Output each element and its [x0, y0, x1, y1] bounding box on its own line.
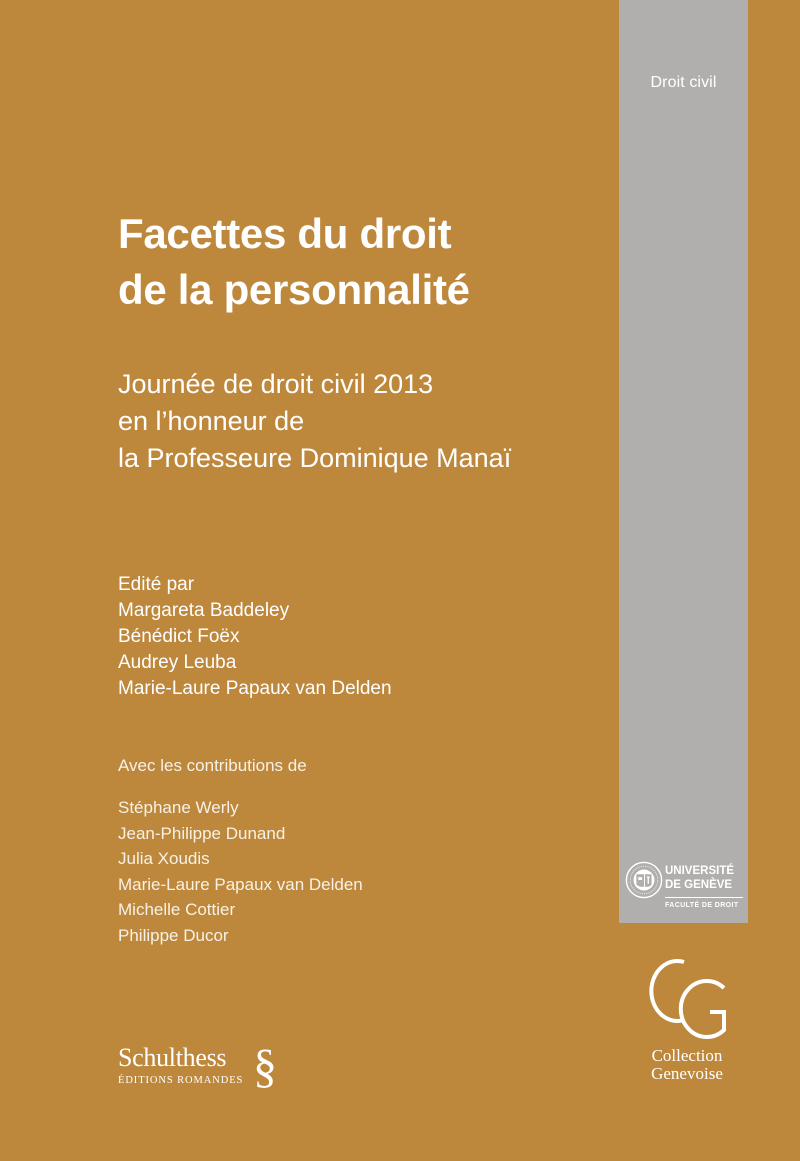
editor-name: Bénédict Foëx	[118, 626, 240, 647]
university-name	[665, 864, 745, 892]
university-divider	[665, 897, 743, 898]
collection-name-line1: Collection	[651, 1046, 723, 1065]
contributions-heading: Avec les contributions de	[118, 756, 307, 775]
university-name-line1: UNIVERSITÉ	[665, 865, 735, 877]
university-name-line2: DE GENÈVE	[665, 879, 733, 891]
contributor-name: Julia Xoudis	[118, 849, 210, 868]
contributor-name: Marie-Laure Papaux van Delden	[118, 874, 363, 894]
collection-name-line2: Genevoise	[651, 1064, 723, 1083]
subtitle-line-1: Journée de droit civil 2013	[118, 369, 434, 399]
editor-name: Marie-Laure Papaux van Delden	[118, 678, 392, 699]
publisher-name: Schulthess	[118, 1043, 227, 1072]
editors-heading: Edité par	[118, 574, 195, 595]
section-sign-icon: §	[253, 1040, 277, 1093]
book-title	[118, 206, 608, 318]
editor-name: Audrey Leuba	[118, 652, 237, 673]
faculty-name: FACULTÉ DE DROIT	[665, 902, 739, 909]
contributor-name: Philippe Ducor	[118, 925, 229, 945]
series-band	[619, 0, 748, 923]
contributors-list	[118, 795, 598, 948]
publisher-logo	[118, 1040, 288, 1093]
editors-block	[118, 572, 598, 702]
university-logo	[619, 855, 748, 923]
university-seal-icon	[625, 861, 663, 899]
title-line-1: Facettes du droit	[118, 210, 452, 257]
editor-name: Margareta Baddeley	[118, 600, 290, 621]
publisher-imprint: ÉDITIONS ROMANDES	[118, 1075, 244, 1086]
contributor-name: Stéphane Werly	[118, 798, 239, 817]
collection-logo	[632, 948, 742, 1093]
contributor-name: Michelle Cottier	[118, 900, 236, 919]
subtitle-line-3: la Professeure Dominique Manaï	[118, 443, 512, 473]
book-subtitle	[118, 366, 618, 477]
title-line-2: de la personnalité	[118, 266, 470, 313]
subtitle-line-2: en l’honneur de	[118, 406, 305, 436]
series-label: Droit civil	[650, 74, 717, 91]
contributor-name: Jean-Philippe Dunand	[118, 823, 286, 843]
cg-monogram-icon	[640, 948, 732, 1044]
